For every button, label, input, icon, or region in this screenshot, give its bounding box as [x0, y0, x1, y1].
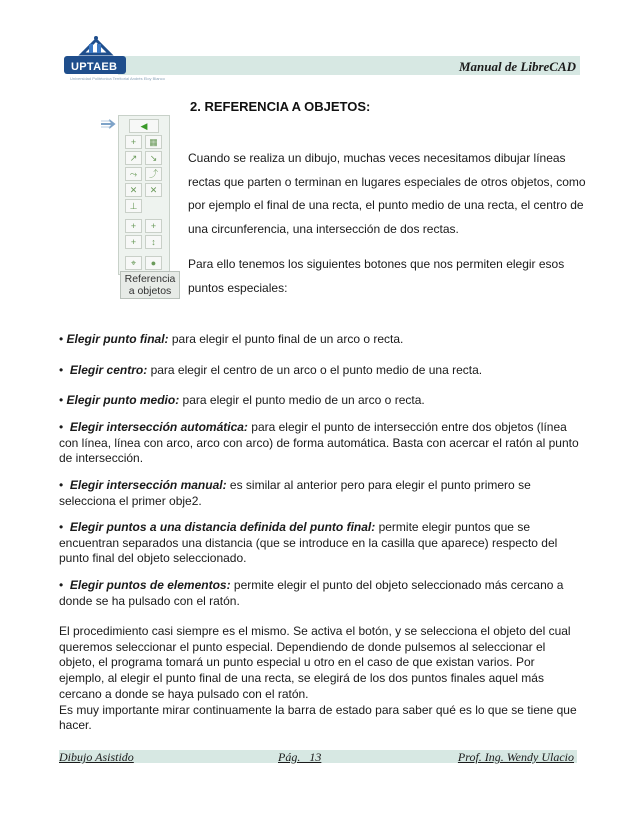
toolbar-caption — [120, 271, 180, 299]
snap-intersection-icon: ✕ — [145, 183, 162, 197]
snap-on-entity-icon: ↘ — [145, 151, 162, 165]
intro-paragraph-2 — [188, 253, 588, 300]
bullet: • — [59, 420, 64, 434]
item-term: Elegir intersección manual: — [69, 478, 227, 492]
toolbar-panel — [118, 115, 170, 275]
item-term: Elegir intersección automática: — [69, 420, 248, 434]
logo-tagline: Universidad Politécnica Territorial Andrés Eloy Blanco — [70, 76, 165, 81]
restrict-orthogonal-icon: + — [125, 235, 142, 249]
list-item — [59, 520, 583, 567]
restrict-horizontal-icon: + — [125, 219, 142, 233]
intro-paragraph-1 — [188, 147, 588, 241]
snap-distance-icon: ✕ — [125, 183, 142, 197]
snap-free-icon: ◀ — [129, 119, 159, 133]
bullet: • — [59, 363, 64, 377]
footer-author: Prof. Ing. Wendy Ulacio — [457, 750, 574, 764]
item-term: Elegir centro: — [69, 363, 148, 377]
list-item — [59, 420, 583, 467]
document-title: Manual de LibreCAD — [458, 59, 576, 74]
snap-manual-icon: ⊥ — [125, 199, 142, 213]
bullet: • — [59, 478, 64, 492]
item-term: Elegir puntos a una distancia definida del punto final: — [69, 520, 376, 534]
item-text: para elegir el punto medio de un arco o recta. — [179, 393, 425, 407]
item-text: para elegir el punto final de un arco o recta. — [168, 332, 404, 346]
intro-text-2: Para ello tenemos los siguientes botones que nos permiten elegir esos puntos especiales: — [188, 257, 565, 295]
toolbar-caption-line1: Referencia — [124, 273, 176, 285]
item-text: permite elegir puntos que se encuentran separados una distancia (que se introduce en la casilla que aparece) respecto del punto final del objeto seleccionado. — [59, 520, 558, 566]
snap-grid-icon: + — [125, 135, 142, 149]
list-item — [59, 363, 583, 379]
footer-left: Dibujo Asistido — [59, 750, 134, 764]
toolbar-caption-line2: a objetos — [128, 285, 172, 297]
list-item — [59, 578, 583, 609]
list-item — [59, 393, 583, 409]
snap-center-icon: ⤳ — [125, 167, 142, 181]
list-item — [59, 478, 583, 509]
bullet: • — [59, 393, 64, 407]
relative-zero-icon: ⌖ — [125, 256, 142, 270]
bullet: • — [59, 332, 64, 346]
logo-text: UPTAEB — [71, 61, 118, 73]
section-title: 2. REFERENCIA A OBJETOS: — [190, 99, 371, 114]
restrict-nothing-icon: ↕ — [145, 235, 162, 249]
snap-middle-icon: ⤴ — [145, 167, 162, 181]
object-snap-toolbar-image — [100, 113, 184, 299]
intro-text-1: Cuando se realiza un dibujo, muchas veces necesitamos dibujar líneas rectas que parten o terminan en lugares especiales de otros objetos, como por ejemplo el final de una recta, el punto medio de una recta, el centro de una circunferencia, una intersección de dos rectas. — [188, 151, 586, 236]
pointer-arrow-icon — [100, 117, 120, 131]
closing-text-2: Es muy importante mirar continuamente la barra de estado para saber qué es lo que se tiene que hacer. — [59, 702, 577, 733]
item-text: para elegir el punto de intersección entre dos objetos (línea con línea, línea con arco, arco con arco) de forma automática. Basta con acercar el ratón al punto de intersección. — [59, 420, 579, 466]
restrict-vertical-icon: + — [145, 219, 162, 233]
bullet: • — [59, 578, 64, 592]
item-text: es similar al anterior pero para elegir el punto primero se selecciona el primer obje2. — [59, 478, 531, 508]
list-item — [59, 332, 583, 348]
item-term: Elegir punto medio: — [66, 393, 180, 407]
snap-endpoint-icon: ↗ — [125, 151, 142, 165]
snap-grid-points-icon: ▦ — [145, 135, 162, 149]
bullet: • — [59, 520, 64, 534]
closing-paragraphs — [59, 624, 583, 734]
item-text: para elegir el centro de un arco o el punto medio de una recta. — [147, 363, 483, 377]
item-text: permite elegir el punto del objeto seleccionado más cercano a donde se ha pulsado con el ratón. — [59, 578, 564, 608]
item-term: Elegir puntos de elementos: — [69, 578, 231, 592]
item-term: Elegir punto final: — [66, 332, 169, 346]
lock-relative-zero-icon: ● — [145, 256, 162, 270]
closing-text-1: El procedimiento casi siempre es el mismo. Se activa el botón, y se selecciona el objeto del cual queremos seleccionar el punto especial. Dependiendo de donde pulsemos al seleccionar el objeto, el programa tomará un punto especial u otro en el caso de que existan varios. Por ejemplo, al elegir el punto final de una recta, se elegirá de los dos puntos finales aquel más cercano a donde se haya pulsado con el ratón. — [59, 624, 571, 701]
footer-page-number: Pág. 13 — [278, 750, 322, 764]
